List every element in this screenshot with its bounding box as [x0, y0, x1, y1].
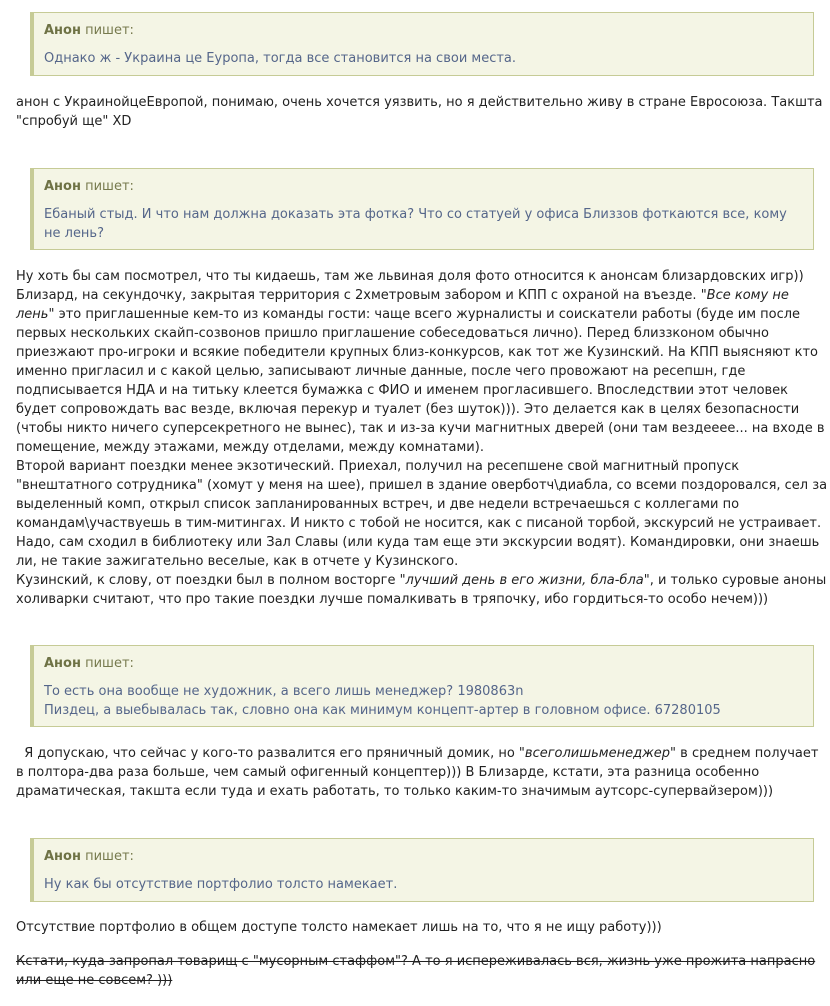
reply-text: [16, 267, 828, 609]
reply-text: [16, 918, 828, 937]
reply-paragraph: Отсутствие портфолио в общем доступе толсто намекает лишь на то, что я не ищу работу))): [16, 920, 662, 935]
reply-segment: Кузинский, к слову, от поездки был в полном восторге: [16, 573, 400, 588]
reply-paragraph: Второй вариант поездки менее экзотический. Приехал, получил на ресепшене свой магнитный пропуск "внештатного сотрудника" (хомут у меня на шее), пришел в здание оверботч\диабла, со всеми поздоровался, сел за выделенный комп, открыл список запланированных встреч, и две недели встречаешься с коллегами по командам\участвуешь в тим-митингах. И никто с тобой не носится, как с писаной торбой, экскурсий не устраивает. Надо, сам сходил в библиотеку или Зал Славы (или куда там еще эти экскурсии водят). Командировки, они знаешь ли, не такие зажигательно веселые, как в отчете у Кузинского.: [16, 459, 828, 569]
reply-segment: Я допускаю, что сейчас у кого-то развалится его пряничный домик, но: [16, 746, 519, 761]
strikethrough-paragraph: Кстати, куда запропал товарищ с "мусорным стаффом"? А то я испереживалась вся, жизнь уже прожита напрасно или еще не совсем? ))): [16, 954, 816, 988]
quote-block: [30, 838, 814, 902]
reply-text: [16, 93, 828, 131]
reply-text: [16, 952, 828, 990]
quote-text: То есть она вообще не художник, а всего лишь менеджер? 1980863n: [44, 684, 524, 699]
reply-segment: Ну хоть бы сам посмотрел, что ты кидаешь, там же львиная доля фото относится к анонсам близардовских игр)) Близард, на секундочку, закрытая территория с 2хметровым забором и КПП с охраной на въезде.: [16, 269, 804, 303]
reply-segment: в среднем получает в полтора-два раза больше, чем самый офигенный концептер))) В Близарде, кстати, эта разница особенно драматическая, такшта если туда и ехать работать, то только каким-то значимым аутсорс-супервайзером))): [16, 746, 823, 799]
reply-emphasis: "всеголишьменеджер": [518, 746, 677, 761]
quote-text: Однако ж - Украина це Еуропа, тогда все становится на свои места.: [44, 51, 517, 66]
quote-block: [30, 168, 814, 250]
quote-author: Анон: [44, 656, 81, 671]
reply-paragraph: [16, 744, 828, 801]
quote-text: Пиздец, а выебывалась так, словно она как минимум концепт-артер в головном офисе. 67280105: [44, 703, 721, 718]
reply-paragraph: анон с УкраинойцеЕвропой, понимаю, очень хочется уязвить, но я действительно живу в стране Евросоюза. Такшта "спробуй ще" XD: [16, 95, 823, 129]
quote-author-line: [44, 21, 803, 40]
quote-author: Анон: [44, 849, 81, 864]
quote-says: пишет:: [85, 849, 134, 864]
reply-paragraph: [16, 267, 828, 457]
reply-paragraph: [16, 571, 828, 609]
quote-text: Ебаный стыд. И что нам должна доказать эта фотка? Что со статуей у офиса Близзов фоткаются все, кому не лень?: [44, 207, 787, 241]
quote-says: пишет:: [85, 179, 134, 194]
quote-says: пишет:: [85, 656, 134, 671]
quote-author-line: [44, 177, 803, 196]
reply-segment: , и только суровые аноны холиварки считают, что про такие поездки лучше помалкивать в тряпочку, ибо гордиться-то особо нечем))): [16, 573, 827, 607]
quote-author: Анон: [44, 23, 81, 38]
quote-says: пишет:: [85, 23, 134, 38]
quote-author: Анон: [44, 179, 81, 194]
quote-author-line: [44, 847, 803, 866]
reply-text: [16, 744, 828, 801]
quote-text: Ну как бы отсутствие портфолио толсто намекает.: [44, 877, 398, 892]
reply-emphasis: "лучший день в его жизни, бла-бла": [399, 573, 650, 588]
quote-block: [30, 12, 814, 76]
quote-author-line: [44, 654, 803, 673]
quote-block: [30, 645, 814, 727]
reply-emphasis: "Все кому не лень": [16, 288, 789, 322]
reply-segment: это приглашенные кем-то из команды гости: чаще всего журналисты и соискатели работы (буде им после первых нескольких скайп-созвонов пришло приглашение собеседоваться лично). Перед близзконом обычно приезжают про-игроки и всякие победители крупных близ-конкурсов, как тот же Кузинский. На КПП выясняют кто именно пригласил и с какой целью, записывают личные данные, после чего провожают на ресепшн, где подписывается НДА и на титьку клеется бумажка с ФИО и именем прогласившего. Впоследствии этот человек будет сопровождать вас везде, включая перекур и туалет (без шуток))). Это делается как в целях безопасности (чтобы никто ничего суперсекретного не вынес), так и из-за кучи магнитных дверей (они там вездееее... на входе в помещение, между этажами, между отделами, между комнатами).: [16, 307, 825, 455]
